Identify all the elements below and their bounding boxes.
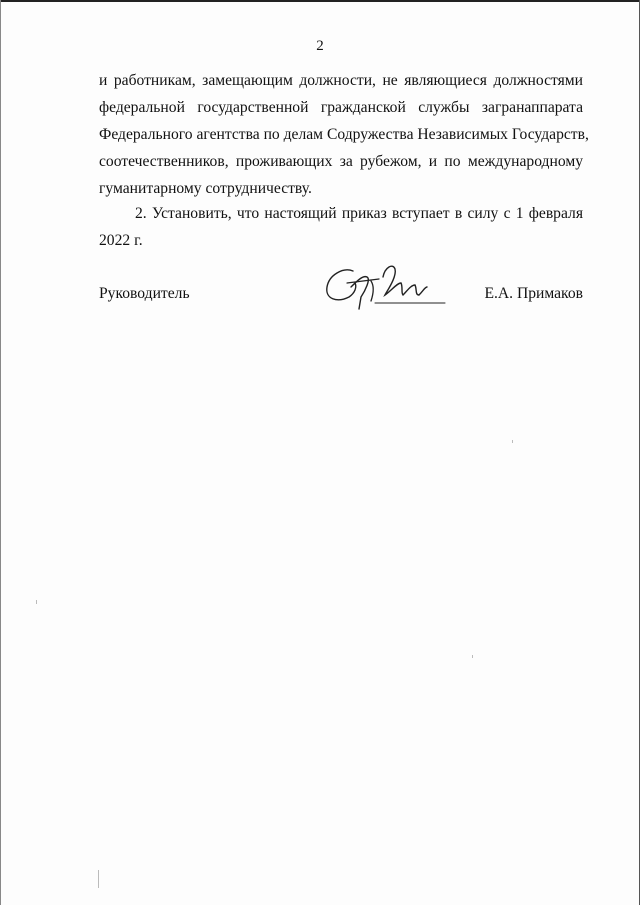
paragraph-1-line: гуманитарному сотрудничеству. bbox=[99, 180, 312, 197]
scan-speck bbox=[98, 870, 99, 888]
handwritten-signature-icon bbox=[321, 257, 451, 317]
signatory-title: Руководитель bbox=[99, 285, 190, 302]
paragraph-1 bbox=[99, 67, 589, 202]
scan-edge-left bbox=[0, 0, 1, 905]
paragraph-2-line: 2022 г. bbox=[99, 232, 143, 249]
scan-speck bbox=[36, 600, 37, 604]
paragraph-1-line: соотечественников, проживающих за рубежом, и по международному bbox=[99, 153, 583, 170]
signature-block bbox=[99, 285, 583, 315]
scan-edge-top bbox=[0, 0, 640, 2]
page-number: 2 bbox=[316, 38, 324, 54]
scan-speck bbox=[512, 440, 513, 443]
paragraph-1-line: федеральной государственной гражданской службы загранаппарата bbox=[99, 99, 583, 116]
paragraph-2-line: 2. Установить, что настоящий приказ вступает в силу с 1 февраля bbox=[135, 205, 583, 222]
paragraph-1-line: и работникам, замещающим должности, не являющиеся должностями bbox=[99, 72, 583, 89]
scan-speck bbox=[472, 655, 473, 658]
signatory-name: Е.А. Примаков bbox=[484, 285, 583, 302]
paragraph-2 bbox=[99, 200, 583, 254]
paragraph-1-line: Федерального агентства по делам Содружества Независимых Государств, bbox=[99, 126, 589, 143]
